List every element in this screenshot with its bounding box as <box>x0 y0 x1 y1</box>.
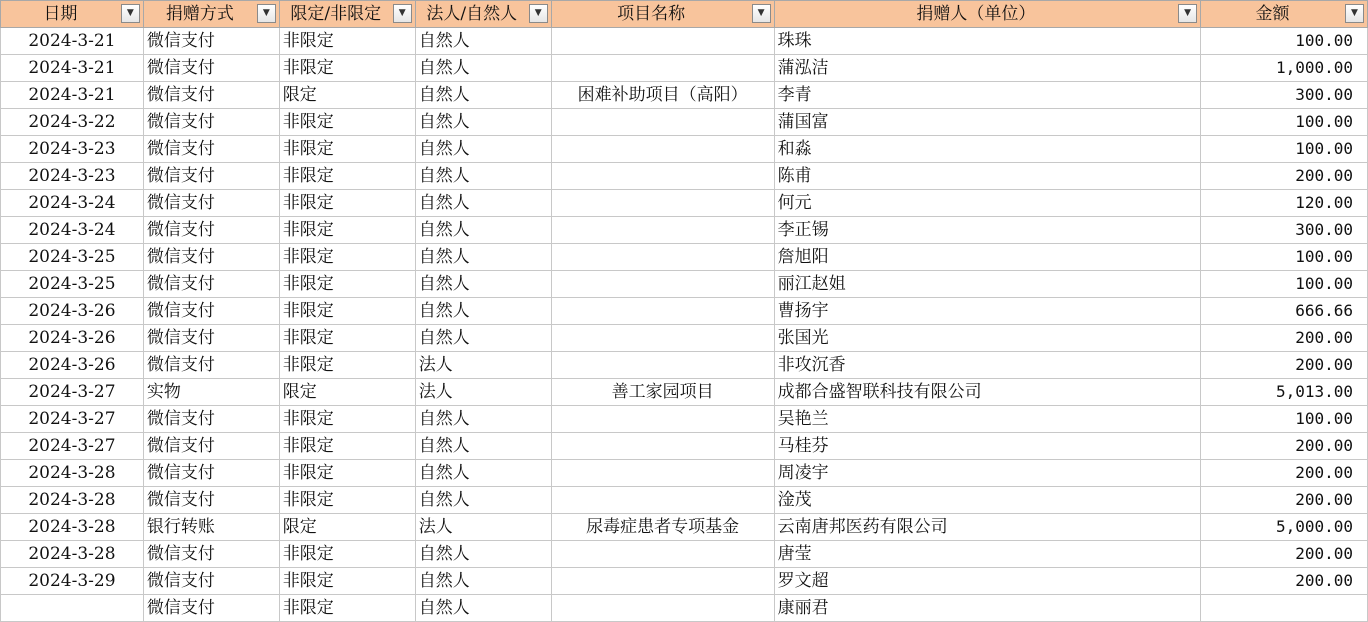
cell-amount[interactable]: 120.00 <box>1201 190 1368 217</box>
cell-donor_type[interactable]: 自然人 <box>415 244 551 271</box>
cell-donor[interactable]: 和淼 <box>774 136 1201 163</box>
cell-donor[interactable]: 丽江赵姐 <box>774 271 1201 298</box>
cell-method[interactable]: 微信支付 <box>143 190 279 217</box>
table-row <box>1 433 1368 460</box>
column-header-label: 限定/非限定 <box>290 4 382 24</box>
table-row <box>1 595 1368 622</box>
cell-donor[interactable]: 淦茂 <box>774 487 1201 514</box>
cell-date[interactable]: 2024-3-26 <box>1 325 144 352</box>
cell-project[interactable] <box>551 136 774 163</box>
cell-method[interactable]: 微信支付 <box>143 298 279 325</box>
table-row <box>1 568 1368 595</box>
cell-donor[interactable]: 何元 <box>774 190 1201 217</box>
cell-date[interactable]: 2024-3-23 <box>1 163 144 190</box>
column-header-restriction[interactable] <box>279 1 415 28</box>
cell-amount[interactable]: 200.00 <box>1201 325 1368 352</box>
cell-restriction[interactable]: 非限定 <box>279 487 415 514</box>
cell-donor_type[interactable]: 自然人 <box>415 28 551 55</box>
cell-restriction[interactable]: 限定 <box>279 379 415 406</box>
table-row <box>1 163 1368 190</box>
table-row <box>1 82 1368 109</box>
column-header-label: 捐赠方式 <box>165 4 234 24</box>
cell-method[interactable]: 微信支付 <box>143 217 279 244</box>
table-row <box>1 271 1368 298</box>
table-row <box>1 325 1368 352</box>
cell-donor[interactable]: 马桂芬 <box>774 433 1201 460</box>
cell-date[interactable] <box>1 595 144 622</box>
cell-donor[interactable]: 云南唐邦医药有限公司 <box>774 514 1201 541</box>
cell-project[interactable] <box>551 406 774 433</box>
cell-donor_type[interactable]: 自然人 <box>415 595 551 622</box>
cell-restriction[interactable]: 非限定 <box>279 163 415 190</box>
column-header-donor_type[interactable] <box>415 1 551 28</box>
cell-amount[interactable]: 200.00 <box>1201 460 1368 487</box>
table-row <box>1 514 1368 541</box>
cell-date[interactable]: 2024-3-22 <box>1 109 144 136</box>
cell-amount[interactable]: 5,013.00 <box>1201 379 1368 406</box>
cell-project[interactable] <box>551 244 774 271</box>
cell-donor_type[interactable]: 自然人 <box>415 82 551 109</box>
cell-project[interactable] <box>551 541 774 568</box>
cell-restriction[interactable]: 非限定 <box>279 109 415 136</box>
cell-amount[interactable] <box>1201 595 1368 622</box>
cell-date[interactable]: 2024-3-27 <box>1 379 144 406</box>
cell-project[interactable]: 困难补助项目（高阳） <box>551 82 774 109</box>
cell-method[interactable]: 微信支付 <box>143 352 279 379</box>
cell-project[interactable] <box>551 271 774 298</box>
cell-amount[interactable]: 200.00 <box>1201 352 1368 379</box>
cell-donor[interactable]: 李正锡 <box>774 217 1201 244</box>
cell-donor[interactable]: 张国光 <box>774 325 1201 352</box>
cell-method[interactable]: 微信支付 <box>143 163 279 190</box>
cell-restriction[interactable]: 非限定 <box>279 55 415 82</box>
cell-amount[interactable]: 666.66 <box>1201 298 1368 325</box>
cell-amount[interactable]: 5,000.00 <box>1201 514 1368 541</box>
cell-date[interactable]: 2024-3-26 <box>1 352 144 379</box>
cell-amount[interactable]: 200.00 <box>1201 487 1368 514</box>
cell-method[interactable]: 微信支付 <box>143 568 279 595</box>
cell-method[interactable]: 微信支付 <box>143 28 279 55</box>
cell-restriction[interactable]: 非限定 <box>279 325 415 352</box>
cell-donor_type[interactable]: 自然人 <box>415 298 551 325</box>
filter-dropdown-icon[interactable]: ▼ <box>1345 4 1364 23</box>
cell-donor[interactable]: 珠珠 <box>774 28 1201 55</box>
cell-date[interactable]: 2024-3-23 <box>1 136 144 163</box>
cell-amount[interactable]: 300.00 <box>1201 82 1368 109</box>
cell-restriction[interactable]: 非限定 <box>279 217 415 244</box>
cell-project[interactable]: 善工家园项目 <box>551 379 774 406</box>
cell-donor[interactable]: 非攻沉香 <box>774 352 1201 379</box>
cell-donor_type[interactable]: 自然人 <box>415 271 551 298</box>
cell-amount[interactable]: 200.00 <box>1201 163 1368 190</box>
table-row <box>1 298 1368 325</box>
cell-restriction[interactable]: 非限定 <box>279 541 415 568</box>
cell-restriction[interactable]: 非限定 <box>279 190 415 217</box>
cell-restriction[interactable]: 限定 <box>279 514 415 541</box>
table-row <box>1 487 1368 514</box>
filter-dropdown-icon[interactable]: ▼ <box>121 4 140 23</box>
cell-date[interactable]: 2024-3-21 <box>1 82 144 109</box>
cell-project[interactable] <box>551 460 774 487</box>
cell-method[interactable]: 微信支付 <box>143 325 279 352</box>
cell-donor_type[interactable]: 自然人 <box>415 136 551 163</box>
cell-restriction[interactable]: 非限定 <box>279 460 415 487</box>
filter-dropdown-icon[interactable]: ▼ <box>257 4 276 23</box>
cell-date[interactable]: 2024-3-21 <box>1 55 144 82</box>
cell-donor_type[interactable]: 自然人 <box>415 406 551 433</box>
table-row <box>1 190 1368 217</box>
table-row <box>1 406 1368 433</box>
cell-date[interactable]: 2024-3-24 <box>1 217 144 244</box>
cell-restriction[interactable]: 非限定 <box>279 244 415 271</box>
cell-method[interactable]: 微信支付 <box>143 244 279 271</box>
cell-restriction[interactable]: 非限定 <box>279 595 415 622</box>
cell-method[interactable]: 微信支付 <box>143 271 279 298</box>
table-row <box>1 460 1368 487</box>
cell-restriction[interactable]: 非限定 <box>279 271 415 298</box>
table-row <box>1 541 1368 568</box>
cell-restriction[interactable]: 非限定 <box>279 433 415 460</box>
cell-method[interactable]: 实物 <box>143 379 279 406</box>
table-row <box>1 244 1368 271</box>
cell-date[interactable]: 2024-3-21 <box>1 28 144 55</box>
cell-date[interactable]: 2024-3-28 <box>1 487 144 514</box>
table-row <box>1 109 1368 136</box>
column-header-label: 金额 <box>1255 4 1290 24</box>
cell-amount[interactable]: 200.00 <box>1201 568 1368 595</box>
table-row <box>1 28 1368 55</box>
cell-method[interactable]: 微信支付 <box>143 541 279 568</box>
header-row <box>1 1 1368 28</box>
table-row <box>1 352 1368 379</box>
cell-method[interactable]: 微信支付 <box>143 595 279 622</box>
cell-method[interactable]: 微信支付 <box>143 136 279 163</box>
cell-donor_type[interactable]: 自然人 <box>415 163 551 190</box>
cell-donor[interactable]: 蒲国富 <box>774 109 1201 136</box>
column-header-donor[interactable] <box>774 1 1201 28</box>
cell-date[interactable]: 2024-3-27 <box>1 433 144 460</box>
cell-method[interactable]: 微信支付 <box>143 109 279 136</box>
cell-donor[interactable]: 罗文超 <box>774 568 1201 595</box>
cell-amount[interactable]: 200.00 <box>1201 433 1368 460</box>
cell-amount[interactable]: 100.00 <box>1201 28 1368 55</box>
cell-date[interactable]: 2024-3-28 <box>1 460 144 487</box>
cell-amount[interactable]: 200.00 <box>1201 541 1368 568</box>
cell-donor[interactable]: 康丽君 <box>774 595 1201 622</box>
cell-donor[interactable]: 曹扬宇 <box>774 298 1201 325</box>
column-header-label: 捐赠人（单位） <box>916 4 1036 24</box>
table-body <box>1 28 1368 622</box>
cell-donor[interactable]: 蒲泓洁 <box>774 55 1201 82</box>
cell-amount[interactable]: 300.00 <box>1201 217 1368 244</box>
cell-donor_type[interactable]: 自然人 <box>415 568 551 595</box>
cell-donor[interactable]: 周凌宇 <box>774 460 1201 487</box>
cell-restriction[interactable]: 非限定 <box>279 28 415 55</box>
table-row <box>1 55 1368 82</box>
column-header-project[interactable] <box>551 1 774 28</box>
cell-date[interactable]: 2024-3-28 <box>1 514 144 541</box>
cell-project[interactable] <box>551 568 774 595</box>
cell-date[interactable]: 2024-3-24 <box>1 190 144 217</box>
filter-dropdown-icon[interactable]: ▼ <box>529 4 548 23</box>
cell-donor_type[interactable]: 自然人 <box>415 460 551 487</box>
cell-restriction[interactable]: 非限定 <box>279 568 415 595</box>
cell-donor_type[interactable]: 法人 <box>415 379 551 406</box>
cell-amount[interactable]: 100.00 <box>1201 136 1368 163</box>
cell-restriction[interactable]: 限定 <box>279 82 415 109</box>
cell-donor_type[interactable]: 自然人 <box>415 487 551 514</box>
column-header-date[interactable] <box>1 1 144 28</box>
cell-project[interactable] <box>551 217 774 244</box>
cell-project[interactable] <box>551 190 774 217</box>
cell-project[interactable] <box>551 433 774 460</box>
cell-project[interactable] <box>551 163 774 190</box>
cell-donor[interactable]: 吴艳兰 <box>774 406 1201 433</box>
cell-project[interactable] <box>551 55 774 82</box>
cell-project[interactable]: 尿毒症患者专项基金 <box>551 514 774 541</box>
cell-date[interactable]: 2024-3-25 <box>1 244 144 271</box>
cell-project[interactable] <box>551 28 774 55</box>
cell-donor_type[interactable]: 法人 <box>415 514 551 541</box>
cell-donor[interactable]: 唐莹 <box>774 541 1201 568</box>
cell-amount[interactable]: 100.00 <box>1201 109 1368 136</box>
filter-dropdown-icon[interactable]: ▼ <box>752 4 771 23</box>
cell-donor_type[interactable]: 自然人 <box>415 55 551 82</box>
table-row <box>1 379 1368 406</box>
cell-restriction[interactable]: 非限定 <box>279 136 415 163</box>
filter-dropdown-icon[interactable]: ▼ <box>393 4 412 23</box>
column-header-label: 项目名称 <box>617 4 686 24</box>
cell-project[interactable] <box>551 487 774 514</box>
column-header-label: 日期 <box>43 4 78 24</box>
cell-method[interactable]: 微信支付 <box>143 487 279 514</box>
cell-amount[interactable]: 100.00 <box>1201 244 1368 271</box>
column-header-amount[interactable] <box>1201 1 1368 28</box>
cell-project[interactable] <box>551 352 774 379</box>
cell-method[interactable]: 微信支付 <box>143 55 279 82</box>
cell-donor_type[interactable]: 自然人 <box>415 433 551 460</box>
cell-donor[interactable]: 詹旭阳 <box>774 244 1201 271</box>
cell-project[interactable] <box>551 298 774 325</box>
column-header-method[interactable] <box>143 1 279 28</box>
cell-donor[interactable]: 成都合盛智联科技有限公司 <box>774 379 1201 406</box>
table-row <box>1 217 1368 244</box>
cell-date[interactable]: 2024-3-27 <box>1 406 144 433</box>
cell-restriction[interactable]: 非限定 <box>279 406 415 433</box>
filter-dropdown-icon[interactable]: ▼ <box>1178 4 1197 23</box>
cell-donor_type[interactable]: 自然人 <box>415 541 551 568</box>
cell-amount[interactable]: 100.00 <box>1201 406 1368 433</box>
cell-donor_type[interactable]: 自然人 <box>415 217 551 244</box>
cell-method[interactable]: 微信支付 <box>143 433 279 460</box>
cell-date[interactable]: 2024-3-26 <box>1 298 144 325</box>
cell-project[interactable] <box>551 109 774 136</box>
cell-donor_type[interactable]: 自然人 <box>415 190 551 217</box>
cell-amount[interactable]: 100.00 <box>1201 271 1368 298</box>
cell-restriction[interactable]: 非限定 <box>279 352 415 379</box>
cell-project[interactable] <box>551 325 774 352</box>
table-row <box>1 136 1368 163</box>
cell-date[interactable]: 2024-3-29 <box>1 568 144 595</box>
cell-date[interactable]: 2024-3-28 <box>1 541 144 568</box>
cell-method[interactable]: 微信支付 <box>143 406 279 433</box>
cell-donor_type[interactable]: 自然人 <box>415 325 551 352</box>
cell-method[interactable]: 微信支付 <box>143 82 279 109</box>
cell-donor[interactable]: 李青 <box>774 82 1201 109</box>
cell-donor_type[interactable]: 法人 <box>415 352 551 379</box>
cell-restriction[interactable]: 非限定 <box>279 298 415 325</box>
cell-method[interactable]: 微信支付 <box>143 460 279 487</box>
cell-amount[interactable]: 1,000.00 <box>1201 55 1368 82</box>
cell-donor[interactable]: 陈甫 <box>774 163 1201 190</box>
cell-donor_type[interactable]: 自然人 <box>415 109 551 136</box>
cell-date[interactable]: 2024-3-25 <box>1 271 144 298</box>
cell-project[interactable] <box>551 595 774 622</box>
column-header-label: 法人/自然人 <box>426 4 518 24</box>
cell-method[interactable]: 银行转账 <box>143 514 279 541</box>
